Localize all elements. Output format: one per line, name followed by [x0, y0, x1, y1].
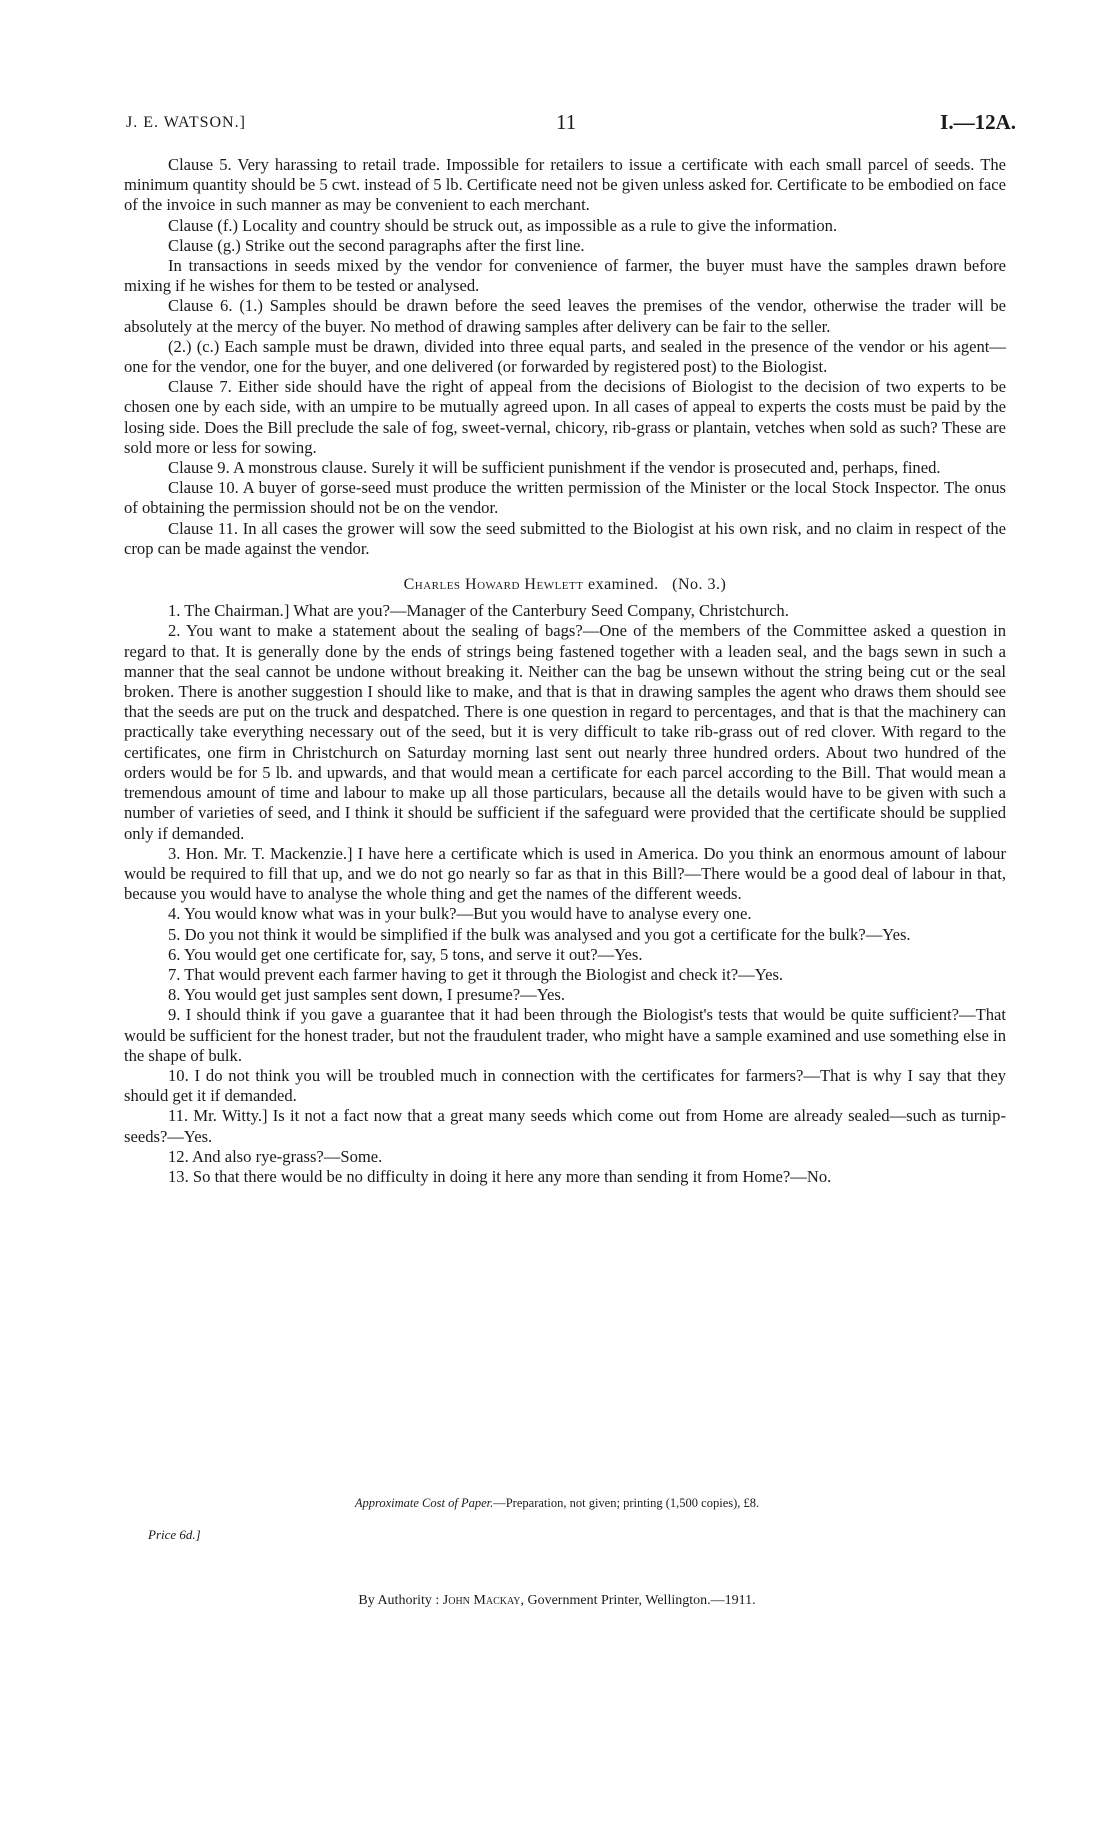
clause-paragraph: Clause (f.) Locality and country should be struck out, as impossible as a rule to give the information. [168, 215, 838, 235]
clause-paragraph: In transactions in seeds mixed by the vendor for convenience of farmer, the buyer must have the samples drawn before mixing if he wishes for them to be tested or analysed. [124, 256, 1006, 296]
clause-paragraph: Clause 6. (1.) Samples should be drawn before the seed leaves the premises of the vendor, otherwise the trader will be absolutely at the mercy of the buyer. No method of drawing samples after delivery can be fair to the seller. [124, 296, 1006, 336]
header-author: J. E. WATSON.] [126, 114, 246, 131]
printer-authority [0, 1593, 1114, 1609]
cost-label: Approximate Cost of Paper. [354, 1496, 494, 1510]
qa-paragraph: 1. The Chairman.] What are you?—Manager of the Canterbury Seed Company, Christchurch. [168, 601, 789, 621]
cost-text: —Preparation, not given; printing (1,500 copies), £8. [493, 1496, 760, 1510]
witness-examined: examined. [587, 576, 659, 594]
clause-paragraph: Clause 5. Very harassing to retail trade. Impossible for retailers to issue a certificate with each small parcel of seeds. The minimum quantity should be 5 cwt. instead of 5 lb. Certificate need not be given unless asked for. Certificate to be embodied on face of the invoice in such manner as may be convenient to each merchant. [124, 155, 1006, 215]
witness-heading [124, 575, 1006, 595]
qa-paragraph: 12. And also rye-grass?—Some. [168, 1146, 383, 1166]
printer-name: John Mackay [442, 1593, 521, 1608]
page-header [126, 110, 1016, 140]
witness-name: Charles Howard Hewlett [403, 576, 584, 594]
authority-suffix: , Government Printer, Wellington.—1911. [520, 1593, 756, 1608]
qa-paragraph: 6. You would get one certificate for, say, 5 tons, and serve it out?—Yes. [168, 944, 643, 964]
clause-paragraph: (2.) (c.) Each sample must be drawn, divided into three equal parts, and sealed in the presence of the vendor or his agent—one for the vendor, one for the buyer, and one delivered (or forwarded by registered post) to the Biologist. [124, 336, 1006, 377]
document-reference: I.—12A. [940, 110, 1016, 134]
qa-paragraph: 9. I should think if you gave a guarantee that it had been through the Biologist's tests that would be quite sufficient?—That would be sufficient for the honest trader, but not the fraudulent trader, who might have a sample examined and use something else in the shape of bulk. [124, 1005, 1006, 1065]
qa-paragraph: 4. You would know what was in your bulk?—But you would have to analyse every one. [168, 904, 752, 924]
qa-paragraph: 8. You would get just samples sent down, I presume?—Yes. [168, 985, 566, 1005]
qa-paragraph: 7. That would prevent each farmer having to get it through the Biologist and check it?—Yes. [168, 964, 784, 984]
qa-paragraph: 2. You want to make a statement about the sealing of bags?—One of the members of the Committee asked a question in regard to that. It is generally done by the ends of strings being fastened together with a leaden seal, and the bags sewn in such a manner that the seal cannot be undone without breaking it. Neither can the bag be unsewn without the string being cut or the seal broken. There is another suggestion I should like to make, and that is that in drawing samples the agent who draws them should see that the seeds are put on the truck and despatched. There is one question in regard to percentages, and that is that the machinery can practically take everything necessary out of the seed, but it is very difficult to take rib-grass out of red clover. With regard to the certificates, one firm in Christchurch on Saturday morning last sent out nearly three hundred orders. About two hundred of the orders would be for 5 lb. and upwards, and that would mean a certificate for each parcel according to the Bill. That would mean a tremendous amount of time and labour to make up all those particulars, because all the details would have to be given with such a number of varieties of seed, and I think it should be sufficient if the safeguard were provided that the certificate should be supplied only if demanded. [124, 621, 1006, 843]
clause-paragraph: Clause (g.) Strike out the second paragraphs after the first line. [168, 235, 585, 255]
clause-paragraph: Clause 10. A buyer of gorse-seed must produce the written permission of the Minister or the local Stock Inspector. The onus of obtaining the permission should not be on the vendor. [124, 478, 1006, 518]
qa-paragraph: 3. Hon. Mr. T. Mackenzie.] I have here a certificate which is used in America. Do you think an enormous amount of labour would be required to fill that up, and we do not go nearly so far as that in this Bill?—There would be a good deal of labour in that, because you would have to analyse the whole thing and get the names of the different weeds. [124, 843, 1006, 904]
clause-paragraph: Clause 9. A monstrous clause. Surely it will be sufficient punishment if the vendor is prosecuted and, perhaps, fined. [168, 458, 941, 478]
qa-paragraph: 11. Mr. Witty.] Is it not a fact now that a great many seeds which come out from Home are already sealed—such as turnip-seeds?—Yes. [124, 1106, 1006, 1146]
cost-of-paper-note [0, 1496, 1114, 1511]
clause-paragraph: Clause 11. In all cases the grower will sow the seed submitted to the Biologist at his own risk, and no claim in respect of the crop can be made against the vendor. [124, 518, 1006, 558]
page-number: 11 [556, 110, 577, 134]
qa-paragraph: 5. Do you not think it would be simplified if the bulk was analysed and you got a certificate for the bulk?—Yes. [168, 924, 911, 944]
qa-paragraph: 13. So that there would be no difficulty in doing it here any more than sending it from Home?—No. [168, 1166, 832, 1186]
document-body [124, 155, 1006, 1187]
price-note: Price 6d.] [148, 1527, 201, 1542]
qa-paragraph: 10. I do not think you will be troubled much in connection with the certificates for farmers?—That is why I say that they should get it if demanded. [124, 1065, 1006, 1106]
witness-number: (No. 3.) [672, 576, 727, 594]
clause-paragraph: Clause 7. Either side should have the right of appeal from the decisions of Biologist to the decision of two experts to be chosen one by each side, with an umpire to be mutually agreed upon. In all cases of appeal to experts the costs must be paid by the losing side. Does the Bill preclude the sale of fog, sweet-vernal, chicory, rib-grass or plantain, vetches when sold as such? These are sold more or less for sowing. [124, 377, 1006, 457]
authority-prefix: By Authority : [358, 1593, 440, 1608]
